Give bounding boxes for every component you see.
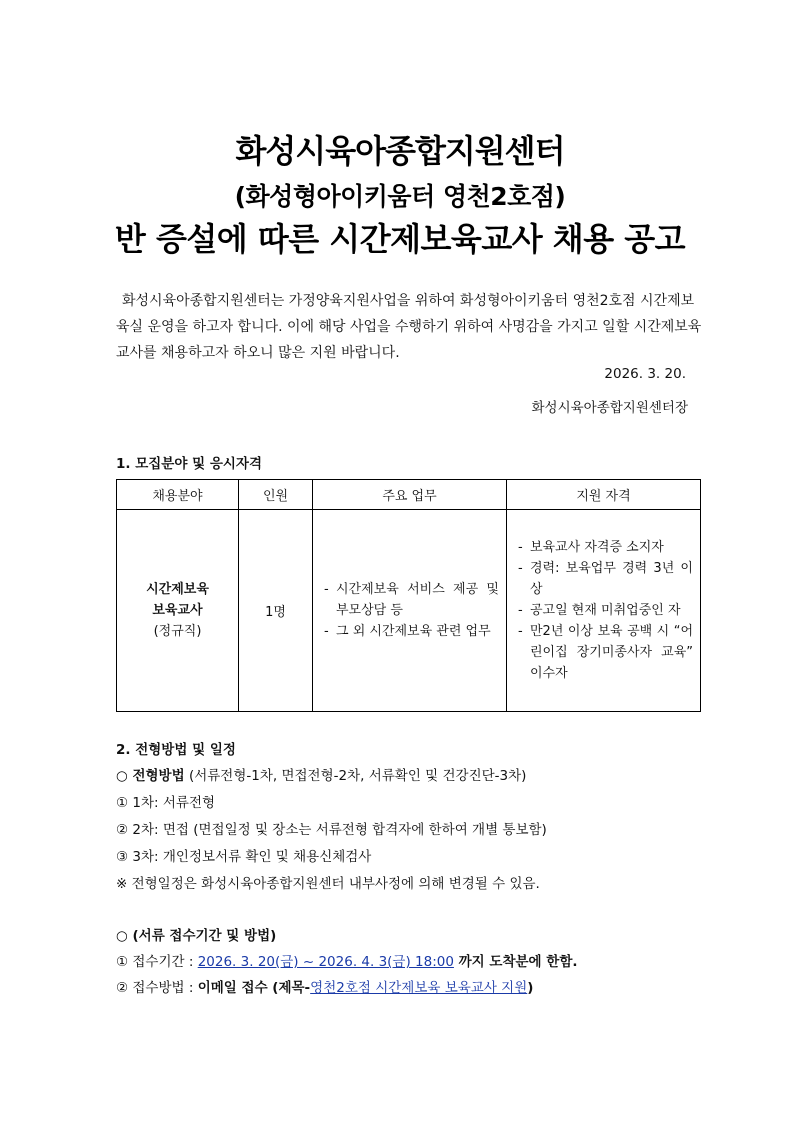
intro-paragraph: 화성시육아종합지원센터는 가정양육지원사업을 위하여 화성형아이키움터 영천2호점 시간제보육실 운영을 하고자 합니다. 이에 해당 사업을 수행하기 위하여 사명감을 가지고 일할 시간제보육교사를 채용하고자 하오니 많은 지원 바랍니다.: [116, 293, 702, 361]
selection-step-2: ② 2차: 면접 (면접일정 및 장소는 서류전형 합격자에 한하여 개별 통보함): [116, 822, 547, 838]
page-title: 화성시육아종합지원센터: [235, 132, 565, 170]
application-method-paren-open: (제목-: [267, 980, 311, 996]
selection-step-1: ① 1차: 서류전형: [116, 795, 216, 811]
duties-cell: [313, 510, 507, 712]
application-period-value: 2026. 3. 20(금) ~ 2026. 4. 3(금) 18:00: [197, 954, 454, 970]
announcement-date: 2026. 3. 20.: [604, 366, 686, 382]
application-period: [116, 950, 578, 970]
application-method-value: 이메일 접수: [197, 980, 268, 996]
list-item: - 경력: 보육업무 경력 3년 이상: [518, 558, 693, 600]
section-selection-title: 2. 전형방법 및 일정: [116, 742, 236, 758]
section-recruitment-title: 1. 모집분야 및 응시자격: [116, 456, 262, 472]
table-row: [117, 510, 701, 712]
application-period-label: ① 접수기간 :: [116, 954, 198, 970]
application-method: [116, 976, 533, 996]
email-subject: 영천2호점 시간제보육 보육교사 지원: [310, 980, 528, 996]
application-method-label: ② 접수방법 :: [116, 980, 198, 996]
announcement-title: 반 증설에 따른 시간제보육교사 채용 공고: [114, 220, 686, 258]
header-field: 채용분야: [117, 480, 239, 510]
page-subtitle: (화성형아이키움터 영천2호점): [234, 182, 566, 211]
selection-step-3: ③ 3차: 개인정보서류 확인 및 채용신체검사: [116, 849, 372, 865]
header-duties: 주요 업무: [313, 480, 507, 510]
duties-list: [314, 579, 505, 642]
qualifications-list: [508, 537, 699, 684]
count-cell: 1명: [239, 510, 313, 712]
qualifications-cell: [507, 510, 701, 712]
selection-method-label: ○ 전형방법: [116, 768, 185, 784]
recruitment-table: [116, 479, 701, 712]
list-item: - 보육교사 자격증 소지자: [518, 537, 693, 558]
selection-method: [116, 764, 526, 784]
list-item: - 그 외 시간제보육 관련 업무: [324, 621, 499, 642]
header-qualifications: 지원 자격: [507, 480, 701, 510]
list-item: - 시간제보육 서비스 제공 및 부모상담 등: [324, 579, 499, 621]
table-header-row: [117, 480, 701, 510]
selection-note: ※ 전형일정은 화성시육아종합지원센터 내부사정에 의해 변경될 수 있음.: [116, 876, 540, 892]
list-item: - 공고일 현재 미취업중인 자: [518, 600, 693, 621]
application-method-paren-close: ): [527, 980, 534, 996]
application-period-suffix: 까지 도착분에 한함.: [453, 954, 578, 970]
signature: 화성시육아종합지원센터장: [531, 400, 688, 416]
header-count: 인원: [239, 480, 313, 510]
selection-method-detail: (서류전형-1차, 면접전형-2차, 서류확인 및 건강진단-3차): [184, 768, 527, 784]
list-item: - 만2년 이상 보육 공백 시 “어린이집 장기미종사자 교육” 이수자: [518, 621, 693, 684]
employment-type: (정규직): [153, 624, 202, 639]
section-application-title: ○ (서류 접수기간 및 방법): [116, 928, 277, 944]
field-cell: [117, 510, 239, 712]
field-name-line1: 시간제보육: [146, 582, 209, 597]
field-name-line2: 보육교사: [152, 603, 203, 618]
